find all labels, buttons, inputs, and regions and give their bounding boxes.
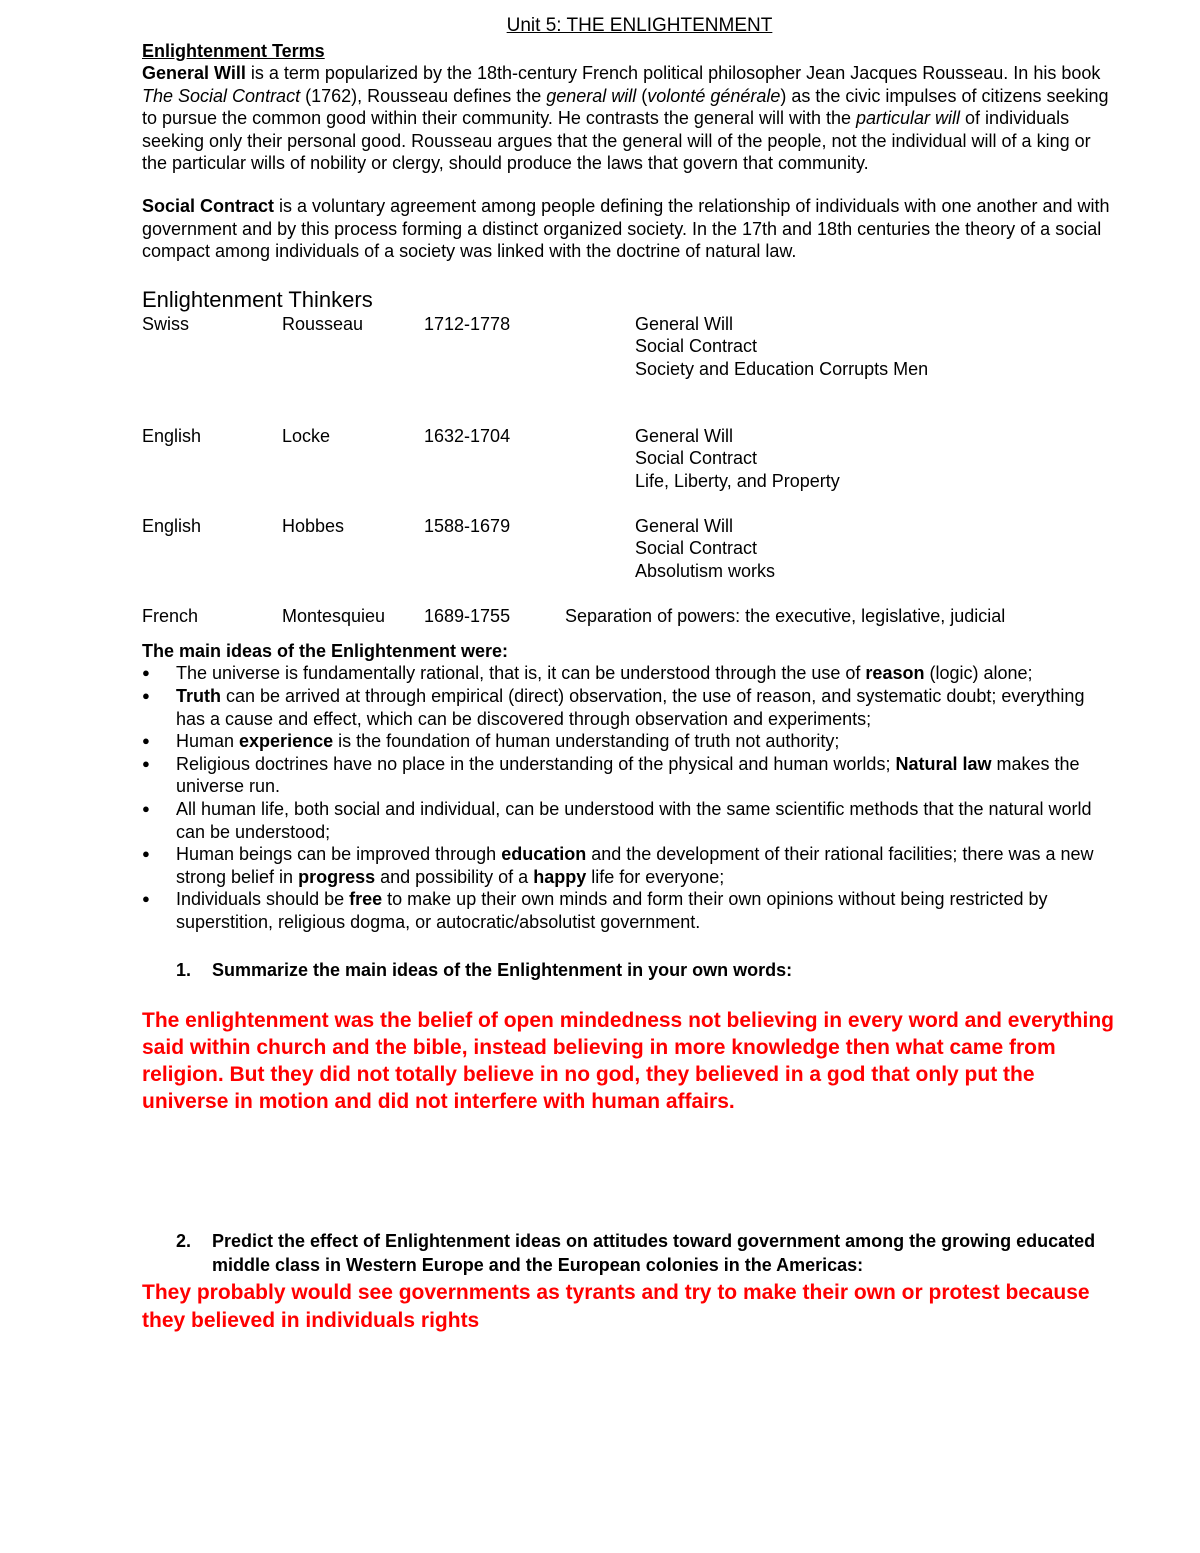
thinker-idea: Separation of powers: the executive, legislative, judicial <box>565 605 1006 626</box>
thinker-dates: 1588-1679 <box>424 515 511 536</box>
thinker-name: Rousseau <box>282 313 364 334</box>
thinker-ideas <box>635 425 840 493</box>
question-text: Predict the effect of Enlightenment ideas on attitudes toward government among the growing educated middle class in Western Europe and the European colonies in the Americas: <box>212 1231 1096 1276</box>
bullet-icon: ● <box>142 665 150 681</box>
bullet-icon: ● <box>142 733 150 749</box>
thinker-nationality: English <box>142 425 202 446</box>
thinker-idea: Social Contract <box>635 336 758 357</box>
thinker-idea: Social Contract <box>635 538 758 559</box>
terms-heading: Enlightenment Terms <box>142 41 325 61</box>
thinker-dates: 1689-1755 <box>424 605 511 626</box>
question-1 <box>142 958 1117 982</box>
social-contract-term: Social Contract <box>142 195 275 216</box>
bullet-icon: ● <box>142 687 150 703</box>
thinker-row <box>142 425 1117 515</box>
question-2 <box>142 1229 1117 1277</box>
bullet-icon: ● <box>142 755 150 771</box>
thinker-name: Montesquieu <box>282 605 386 626</box>
main-ideas-list <box>142 662 1117 933</box>
thinker-name: Hobbes <box>282 515 345 536</box>
document-page <box>142 14 1117 1335</box>
thinker-name: Locke <box>282 425 331 446</box>
list-item: ● Human experience is the foundation of human understanding of truth not authority; <box>142 731 840 752</box>
list-item: ● The universe is fundamentally rational, that is, it can be understood through the use of reason (logic) alone; <box>142 663 1033 684</box>
thinker-ideas <box>635 515 775 583</box>
thinker-dates: 1632-1704 <box>424 425 511 446</box>
thinker-ideas <box>635 313 928 381</box>
list-item: ● All human life, both social and individual, can be understood with the same scientific methods that the natural world can be understood; <box>142 798 1092 842</box>
list-item: ● Truth can be arrived at through empirical (direct) observation, the use of reason, and systematic doubt; everything has a cause and effect, which can be discovered through observation and experiments; <box>142 685 1085 729</box>
thinker-idea: General Will <box>635 425 734 446</box>
thinker-idea: Social Contract <box>635 448 758 469</box>
thinker-nationality: English <box>142 515 202 536</box>
thinker-idea: Life, Liberty, and Property <box>635 470 840 491</box>
thinker-row <box>142 605 1117 640</box>
social-contract-paragraph: Social Contract is a voluntary agreement among people defining the relationship of individuals with one another and with government and by this process forming a distinct organized society. In the 17th and 18th centuries the theory of a social compact among individuals of a society was linked with the doctrine of natural law. <box>142 195 1110 262</box>
thinker-idea: General Will <box>635 313 734 334</box>
bullet-icon: ● <box>142 891 150 907</box>
thinker-idea: General Will <box>635 515 734 536</box>
thinkers-heading: Enlightenment Thinkers <box>142 286 373 312</box>
question-number: 1. <box>176 960 192 981</box>
question-number: 2. <box>176 1231 192 1252</box>
thinker-row <box>142 515 1117 605</box>
answer-1: The enlightenment was the belief of open mindedness not believing in every word and everything said within church and the bible, instead believing in more knowledge then what came from religion. But they did not totally believe in no god, they believed in a god that only put the universe in motion and did not interfere with human affairs. <box>142 1009 1114 1114</box>
question-text: Summarize the main ideas of the Enlightenment in your own words: <box>212 960 793 981</box>
answer-2: They probably would see governments as tyrants and try to make their own or protest because they believed in individuals rights <box>142 1281 1090 1333</box>
general-will-paragraph: General Will is a term popularized by the 18th-century French political philosopher Jean Jacques Rousseau. In his book The Social Contract (1762), Rousseau defines the general will (volonté générale) as the civic impulses of citizens seeking to pursue the common good within their community. He contrasts the general will with the particular will of individuals seeking only their personal good. Rousseau argues that the general will of the people, not the individual will of a king or the particular wills of nobility or clergy, should produce the laws that govern that community. <box>142 63 1109 174</box>
bullet-icon: ● <box>142 800 150 816</box>
bullet-icon: ● <box>142 846 150 862</box>
thinker-row <box>142 313 1117 425</box>
list-item: ● Individuals should be free to make up their own minds and form their own opinions without being restricted by superstition, religious dogma, or autocratic/absolutist government. <box>142 889 1048 932</box>
page-title: Unit 5: THE ENLIGHTENMENT <box>506 15 773 36</box>
list-item: ● Human beings can be improved through education and the development of their rational facilities; there was a new strong belief in progress and possibility of a happy life for everyone; <box>142 844 1094 887</box>
thinker-nationality: French <box>142 605 199 626</box>
general-will-term: General Will <box>142 63 246 83</box>
list-item: ● Religious doctrines have no place in the understanding of the physical and human worlds; Natural law makes the universe run. <box>142 753 1080 797</box>
thinker-idea: Absolutism works <box>635 560 776 581</box>
thinker-dates: 1712-1778 <box>424 313 511 334</box>
thinker-idea: Society and Education Corrupts Men <box>635 358 929 379</box>
thinker-nationality: Swiss <box>142 313 190 334</box>
main-ideas-heading: The main ideas of the Enlightenment were: <box>142 640 509 661</box>
